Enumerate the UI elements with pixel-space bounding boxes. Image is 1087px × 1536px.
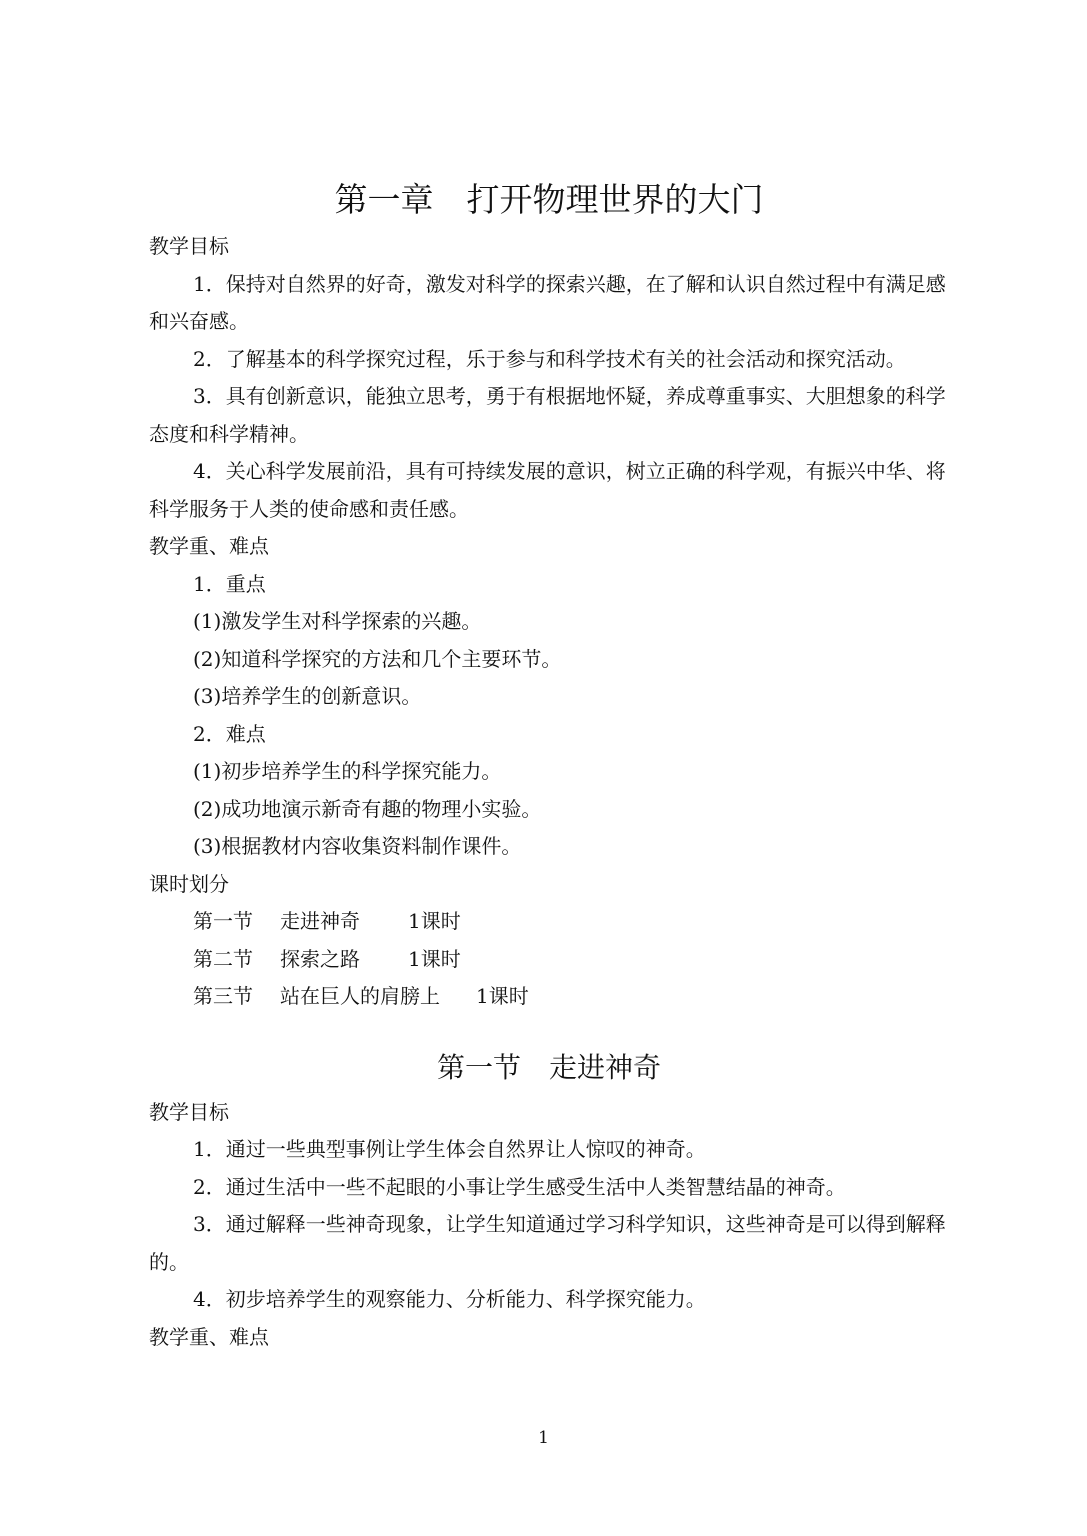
focus-heading: 教学重、难点 — [149, 534, 269, 558]
schedule-title: 站在巨人的肩膀上 — [280, 984, 440, 1008]
schedule-hours: 1课时 — [476, 984, 529, 1008]
section-objective-item: 1．通过一些典型事例让学生体会自然界让人惊叹的神奇。 — [193, 1137, 706, 1161]
key-point-item: (1)激发学生对科学探索的兴趣。 — [193, 609, 482, 633]
key-point-item: (2)知道科学探究的方法和几个主要环节。 — [193, 646, 562, 671]
schedule-row — [193, 941, 949, 979]
schedule-row — [193, 903, 949, 941]
section-objectives-heading: 教学目标 — [149, 1099, 229, 1124]
key-point-item: (3)培养学生的创新意识。 — [193, 684, 422, 708]
schedule-hours: 1课时 — [408, 909, 461, 933]
difficulty-item: (2)成功地演示新奇有趣的物理小实验。 — [193, 796, 542, 821]
difficulties-label: 2．难点 — [193, 721, 266, 746]
schedule-title: 探索之路 — [280, 946, 360, 971]
schedule-row — [193, 978, 949, 1016]
section-focus-heading: 教学重、难点 — [149, 1324, 269, 1349]
objective-item: 1．保持对自然界的好奇，激发对科学的探索兴趣，在了解和认识自然过程中有满足感和兴奋感。 — [149, 271, 946, 333]
schedule-section: 第二节 — [193, 946, 253, 971]
difficulty-item: (3)根据教材内容收集资料制作课件。 — [193, 834, 522, 858]
objective-item: 3．具有创新意识，能独立思考，勇于有根据地怀疑，养成尊重事实、大胆想象的科学态度和科学精神。 — [149, 384, 946, 446]
key-points-label: 1．重点 — [193, 571, 266, 596]
schedule-title: 走进神奇 — [280, 909, 360, 933]
schedule-section: 第一节 — [193, 909, 253, 933]
section-objective-item: 3．通过解释一些神奇现象，让学生知道通过学习科学知识，这些神奇是可以得到解释的。 — [149, 1212, 946, 1274]
section-objective-item: 4．初步培养学生的观察能力、分析能力、科学探究能力。 — [193, 1287, 706, 1311]
objective-item: 4．关心科学发展前沿，具有可持续发展的意识，树立正确的科学观，有振兴中华、将科学服务于人类的使命感和责任感。 — [149, 459, 946, 521]
schedule-hours: 1课时 — [408, 946, 461, 971]
objective-item: 2．了解基本的科学探究过程，乐于参与和科学技术有关的社会活动和探究活动。 — [193, 346, 906, 371]
schedule-heading: 课时划分 — [149, 871, 229, 896]
page-number: 1 — [538, 1428, 549, 1448]
section-objective-item: 2．通过生活中一些不起眼的小事让学生感受生活中人类智慧结晶的神奇。 — [193, 1174, 846, 1199]
chapter-title: 第一章 打开物理世界的大门 — [334, 180, 764, 219]
objectives-heading: 教学目标 — [149, 234, 229, 258]
schedule-section: 第三节 — [193, 984, 253, 1008]
page-content — [149, 172, 949, 1356]
difficulty-item: (1)初步培养学生的科学探究能力。 — [193, 759, 502, 783]
section-title: 第一节 走进神奇 — [436, 1050, 661, 1084]
